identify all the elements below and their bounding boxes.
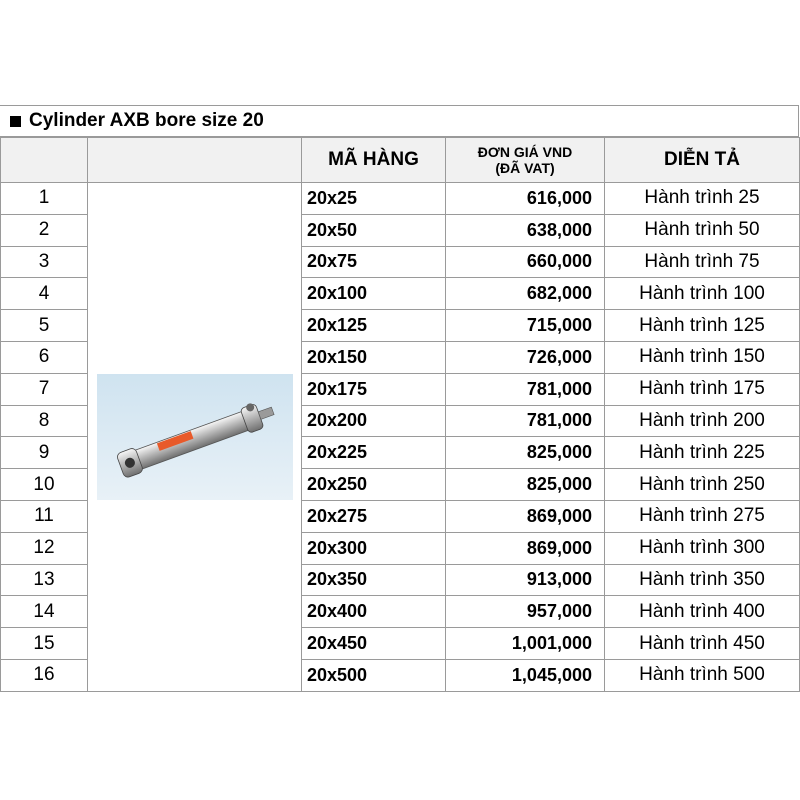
description: Hành trình 450 bbox=[605, 628, 800, 660]
unit-price: 682,000 bbox=[446, 278, 605, 310]
product-code: 20x275 bbox=[302, 500, 446, 532]
description: Hành trình 300 bbox=[605, 532, 800, 564]
unit-price: 616,000 bbox=[446, 183, 605, 215]
product-code: 20x25 bbox=[302, 183, 446, 215]
row-number: 1 bbox=[1, 183, 88, 215]
table-title-row bbox=[0, 105, 799, 137]
header-price-line1: ĐƠN GIÁ VND bbox=[477, 144, 573, 160]
unit-price: 913,000 bbox=[446, 564, 605, 596]
header-row bbox=[1, 138, 800, 183]
unit-price: 726,000 bbox=[446, 341, 605, 373]
product-code: 20x225 bbox=[302, 437, 446, 469]
unit-price: 869,000 bbox=[446, 500, 605, 532]
description: Hành trình 400 bbox=[605, 596, 800, 628]
product-code: 20x400 bbox=[302, 596, 446, 628]
header-image bbox=[88, 138, 302, 183]
description: Hành trình 200 bbox=[605, 405, 800, 437]
row-number: 3 bbox=[1, 246, 88, 278]
product-image-cell bbox=[88, 183, 302, 692]
description: Hành trình 100 bbox=[605, 278, 800, 310]
product-code: 20x175 bbox=[302, 373, 446, 405]
pneumatic-cylinder-icon bbox=[97, 374, 293, 500]
price-table bbox=[0, 137, 800, 692]
product-code: 20x100 bbox=[302, 278, 446, 310]
row-number: 9 bbox=[1, 437, 88, 469]
row-number: 11 bbox=[1, 500, 88, 532]
description: Hành trình 225 bbox=[605, 437, 800, 469]
header-price bbox=[446, 138, 605, 183]
description: Hành trình 350 bbox=[605, 564, 800, 596]
bullet-square-icon bbox=[10, 116, 21, 127]
product-code: 20x50 bbox=[302, 214, 446, 246]
table-title: Cylinder AXB bore size 20 bbox=[29, 110, 264, 131]
description: Hành trình 250 bbox=[605, 469, 800, 501]
description: Hành trình 150 bbox=[605, 341, 800, 373]
header-price-line2: (ĐÃ VAT) bbox=[495, 160, 555, 176]
row-number: 10 bbox=[1, 469, 88, 501]
row-number: 15 bbox=[1, 628, 88, 660]
row-number: 12 bbox=[1, 532, 88, 564]
product-code: 20x450 bbox=[302, 628, 446, 660]
description: Hành trình 500 bbox=[605, 659, 800, 691]
table-row bbox=[1, 183, 800, 215]
row-number: 7 bbox=[1, 373, 88, 405]
product-code: 20x300 bbox=[302, 532, 446, 564]
product-code: 20x75 bbox=[302, 246, 446, 278]
product-code: 20x200 bbox=[302, 405, 446, 437]
header-desc: DIỄN TẢ bbox=[605, 138, 800, 183]
row-number: 4 bbox=[1, 278, 88, 310]
description: Hành trình 75 bbox=[605, 246, 800, 278]
header-code: MÃ HÀNG bbox=[302, 138, 446, 183]
description: Hành trình 125 bbox=[605, 310, 800, 342]
description: Hành trình 275 bbox=[605, 500, 800, 532]
unit-price: 825,000 bbox=[446, 469, 605, 501]
unit-price: 957,000 bbox=[446, 596, 605, 628]
row-number: 6 bbox=[1, 341, 88, 373]
product-code: 20x350 bbox=[302, 564, 446, 596]
header-num bbox=[1, 138, 88, 183]
unit-price: 781,000 bbox=[446, 405, 605, 437]
description: Hành trình 50 bbox=[605, 214, 800, 246]
unit-price: 715,000 bbox=[446, 310, 605, 342]
product-code: 20x150 bbox=[302, 341, 446, 373]
unit-price: 1,001,000 bbox=[446, 628, 605, 660]
description: Hành trình 25 bbox=[605, 183, 800, 215]
unit-price: 638,000 bbox=[446, 214, 605, 246]
row-number: 13 bbox=[1, 564, 88, 596]
description: Hành trình 175 bbox=[605, 373, 800, 405]
row-number: 2 bbox=[1, 214, 88, 246]
row-number: 5 bbox=[1, 310, 88, 342]
unit-price: 869,000 bbox=[446, 532, 605, 564]
unit-price: 825,000 bbox=[446, 437, 605, 469]
product-code: 20x250 bbox=[302, 469, 446, 501]
unit-price: 781,000 bbox=[446, 373, 605, 405]
row-number: 8 bbox=[1, 405, 88, 437]
unit-price: 1,045,000 bbox=[446, 659, 605, 691]
unit-price: 660,000 bbox=[446, 246, 605, 278]
price-sheet bbox=[0, 105, 799, 692]
product-code: 20x125 bbox=[302, 310, 446, 342]
row-number: 16 bbox=[1, 659, 88, 691]
product-code: 20x500 bbox=[302, 659, 446, 691]
row-number: 14 bbox=[1, 596, 88, 628]
table-body bbox=[1, 183, 800, 692]
